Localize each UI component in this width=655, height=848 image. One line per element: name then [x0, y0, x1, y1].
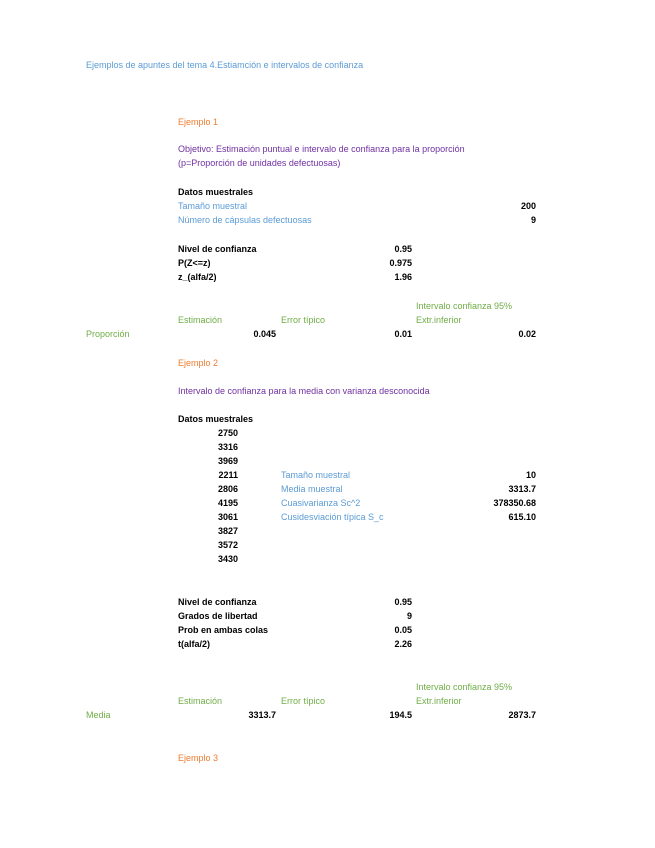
ejemplo1-estimacion-value: 0.045	[253, 329, 276, 339]
ejemplo2-estimacion-value: 3313.7	[248, 710, 276, 720]
ejemplo1-extr-label: Extr.inferior	[416, 315, 462, 325]
ejemplo1-pz-label: P(Z<=z)	[178, 258, 211, 268]
ejemplo2-intervalo-label: Intervalo confianza 95%	[416, 682, 513, 692]
data-value: 2806	[217, 484, 238, 494]
ejemplo2-tamano-value: 10	[525, 470, 536, 480]
ejemplo2-row-label: Media	[86, 710, 111, 720]
ejemplo1-defectuosas-label: Número de cápsulas defectuosas	[178, 215, 312, 225]
data-value: 3572	[217, 540, 238, 550]
ejemplo2-t-value: 2.26	[394, 639, 412, 649]
data-value: 3969	[217, 456, 238, 466]
ejemplo2-error-label: Error típico	[281, 696, 326, 706]
ejemplo2-media-label: Media muestral	[281, 484, 343, 494]
ejemplo2-cuasi-label: Cuasivarianza Sc^2	[281, 498, 361, 508]
ejemplo2-prob-value: 0.05	[394, 625, 412, 635]
ejemplo2-media-value: 3313.7	[508, 484, 536, 494]
ejemplo2-extr-label: Extr.inferior	[416, 696, 462, 706]
ejemplo1-nivel-label: Nivel de confianza	[178, 244, 257, 254]
page-title: Ejemplos de apuntes del tema 4.Estiamción e intervalos de confianza	[86, 60, 364, 70]
ejemplo2-nivel-label: Nivel de confianza	[178, 597, 257, 607]
ejemplo2-grados-label: Grados de libertad	[178, 611, 258, 621]
data-value: 3061	[217, 512, 238, 522]
ejemplo1-z-value: 1.96	[394, 272, 412, 282]
ejemplo1-defectuosas-value: 9	[530, 215, 536, 225]
ejemplo1-extr-value: 0.02	[518, 329, 536, 339]
ejemplo1-row-label: Proporción	[86, 329, 130, 339]
ejemplo1-pz-value: 0.975	[389, 258, 412, 268]
ejemplo1-objective-line1: Objetivo: Estimación puntual e intervalo de confianza para la proporción	[178, 144, 465, 154]
ejemplo1-tamano-label: Tamaño muestral	[178, 201, 248, 211]
ejemplo2-description: Intervalo de confianza para la media con varianza desconocida	[178, 386, 430, 396]
ejemplo3-heading: Ejemplo 3	[178, 753, 219, 763]
ejemplo1-nivel-value: 0.95	[394, 244, 412, 254]
ejemplo2-heading: Ejemplo 2	[178, 358, 219, 368]
ejemplo2-estimacion-label: Estimación	[178, 696, 223, 706]
ejemplo1-estimacion-label: Estimación	[178, 315, 223, 325]
ejemplo1-objective-line2: (p=Proporción de unidades defectuosas)	[178, 158, 341, 168]
ejemplo2-cusid-value: 615.10	[508, 512, 536, 522]
ejemplo1-heading: Ejemplo 1	[178, 117, 219, 127]
ejemplo2-cusid-label: Cusidesviación típica S_c	[281, 512, 384, 522]
ejemplo2-tamano-label: Tamaño muestral	[281, 470, 351, 480]
ejemplo2-grados-value: 9	[406, 611, 412, 621]
ejemplo1-error-label: Error típico	[281, 315, 326, 325]
ejemplo1-z-label: z_(alfa/2)	[178, 272, 217, 282]
ejemplo2-cuasi-value: 378350.68	[493, 498, 536, 508]
data-value: 3430	[217, 554, 238, 564]
ejemplo2-t-label: t(alfa/2)	[178, 639, 211, 649]
ejemplo2-nivel-value: 0.95	[394, 597, 412, 607]
ejemplo1-intervalo-label: Intervalo confianza 95%	[416, 301, 513, 311]
ejemplo2-error-value: 194.5	[389, 710, 412, 720]
ejemplo1-datos-label: Datos muestrales	[178, 187, 254, 197]
ejemplo1-error-value: 0.01	[394, 329, 412, 339]
data-value: 3316	[217, 442, 238, 452]
data-value: 4195	[217, 498, 238, 508]
ejemplo1-tamano-value: 200	[520, 201, 536, 211]
data-value: 2211	[218, 470, 238, 480]
ejemplo2-prob-label: Prob en ambas colas	[178, 625, 269, 635]
data-value: 3827	[217, 526, 238, 536]
ejemplo2-extr-value: 2873.7	[508, 710, 536, 720]
ejemplo2-datos-label: Datos muestrales	[178, 414, 254, 424]
data-value: 2750	[217, 428, 238, 438]
